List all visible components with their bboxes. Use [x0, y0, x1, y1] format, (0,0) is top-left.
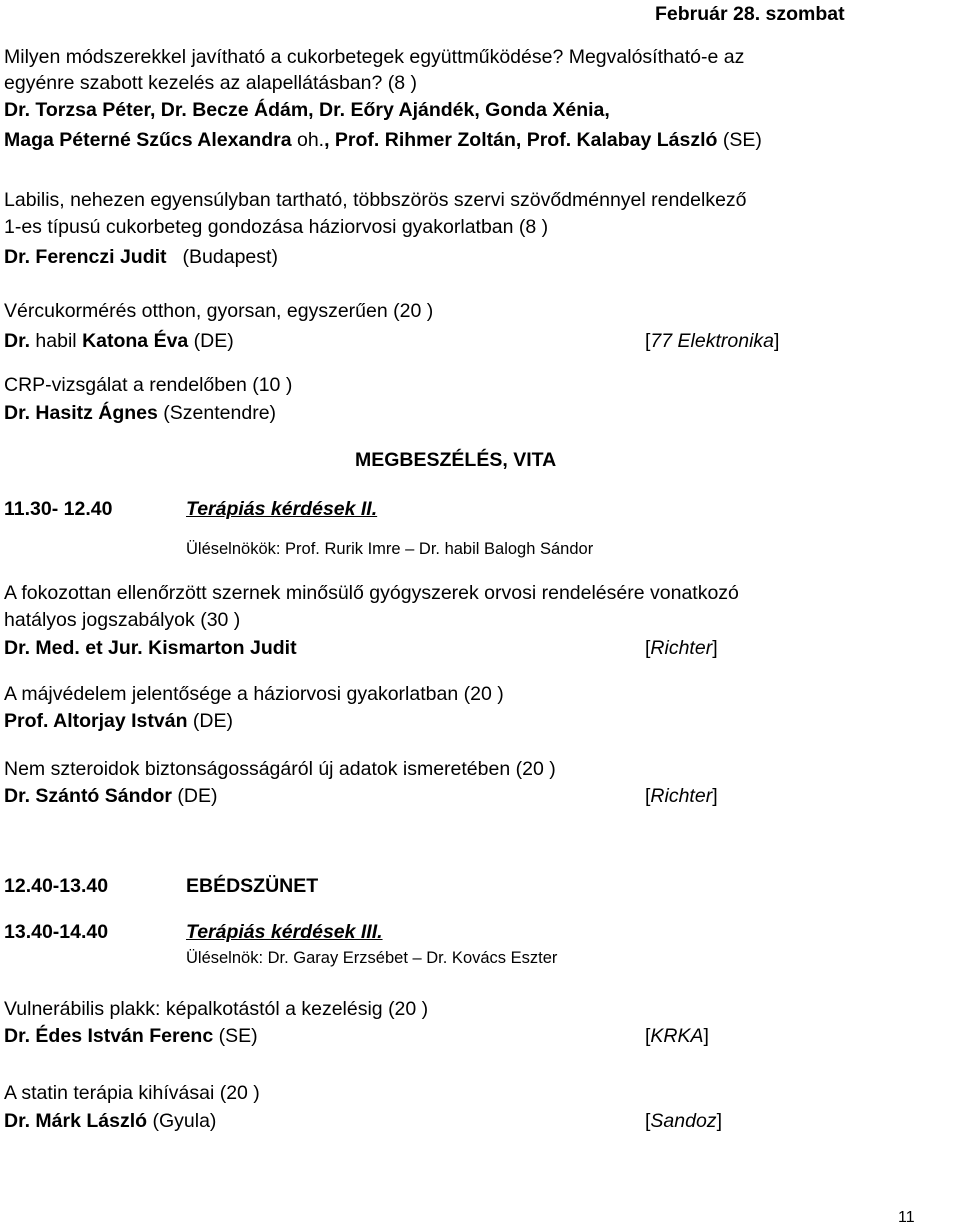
- lunch-label: EBÉDSZÜNET: [186, 875, 319, 897]
- page-number: 11: [898, 1209, 915, 1226]
- talk-speaker: Dr. Szántó Sándor (DE): [4, 785, 218, 807]
- sponsor-label: [Richter]: [645, 785, 718, 807]
- talk-title: egyénre szabott kezelés az alapellátásban? (8 ): [4, 72, 418, 94]
- session-chairs: Üléselnökök: Prof. Rurik Imre – Dr. habil Balogh Sándor: [186, 540, 594, 558]
- talk-title: 1-es típusú cukorbeteg gondozása háziorvosi gyakorlatban (8 ): [4, 216, 549, 238]
- talk-speaker: Prof. Altorjay István (DE): [4, 710, 233, 732]
- session-time: 11.30- 12.40: [4, 498, 113, 520]
- talk-title: A statin terápia kihívásai (20 ): [4, 1082, 260, 1104]
- talk-speaker: Dr. Édes István Ferenc (SE): [4, 1025, 258, 1047]
- talk-speaker: Dr. habil Katona Éva (DE): [4, 330, 234, 352]
- talk-speaker: Dr. Med. et Jur. Kismarton Judit: [4, 637, 297, 659]
- page-date: Február 28. szombat: [655, 3, 845, 25]
- talk-authors: Dr. Torzsa Péter, Dr. Becze Ádám, Dr. Eőry Ajándék, Gonda Xénia,: [4, 99, 610, 121]
- session-title: Terápiás kérdések III.: [186, 921, 383, 943]
- sponsor-label: [Richter]: [645, 637, 718, 659]
- session-chairs: Üléselnök: Dr. Garay Erzsébet – Dr. Kovács Eszter: [186, 949, 558, 967]
- talk-title: Vércukormérés otthon, gyorsan, egyszerűen (20 ): [4, 300, 434, 322]
- talk-title: hatályos jogszabályok (30 ): [4, 609, 241, 631]
- talk-speaker: Dr. Hasitz Ágnes (Szentendre): [4, 402, 277, 424]
- talk-title: A fokozottan ellenőrzött szernek minősülő gyógyszerek orvosi rendelésére vonatkozó: [4, 582, 739, 604]
- talk-title: Milyen módszerekkel javítható a cukorbetegek együttműködése? Megvalósítható-e az: [4, 46, 745, 68]
- talk-title: Labilis, nehezen egyensúlyban tartható, többszörös szervi szövődménnyel rendelkező: [4, 189, 747, 211]
- session-title: Terápiás kérdések II.: [186, 498, 378, 520]
- talk-title: CRP-vizsgálat a rendelőben (10 ): [4, 374, 293, 396]
- session-time: 13.40-14.40: [4, 921, 109, 943]
- talk-speaker: Dr. Márk László (Gyula): [4, 1110, 217, 1132]
- talk-speaker: Dr. Ferenczi Judit (Budapest): [4, 246, 278, 268]
- talk-title: Vulnerábilis plakk: képalkotástól a kezelésig (20 ): [4, 998, 429, 1020]
- talk-authors: Maga Péterné Szűcs Alexandra oh., Prof. Rihmer Zoltán, Prof. Kalabay László (SE): [4, 129, 762, 151]
- talk-title: A májvédelem jelentősége a háziorvosi gyakorlatban (20 ): [4, 683, 504, 705]
- sponsor-label: [KRKA]: [645, 1025, 709, 1047]
- talk-title: Nem szteroidok biztonságosságáról új adatok ismeretében (20 ): [4, 758, 556, 780]
- sponsor-label: [77 Elektronika]: [645, 330, 780, 352]
- lunch-time: 12.40-13.40: [4, 875, 109, 897]
- discussion-heading: MEGBESZÉLÉS, VITA: [355, 449, 557, 471]
- sponsor-label: [Sandoz]: [645, 1110, 722, 1132]
